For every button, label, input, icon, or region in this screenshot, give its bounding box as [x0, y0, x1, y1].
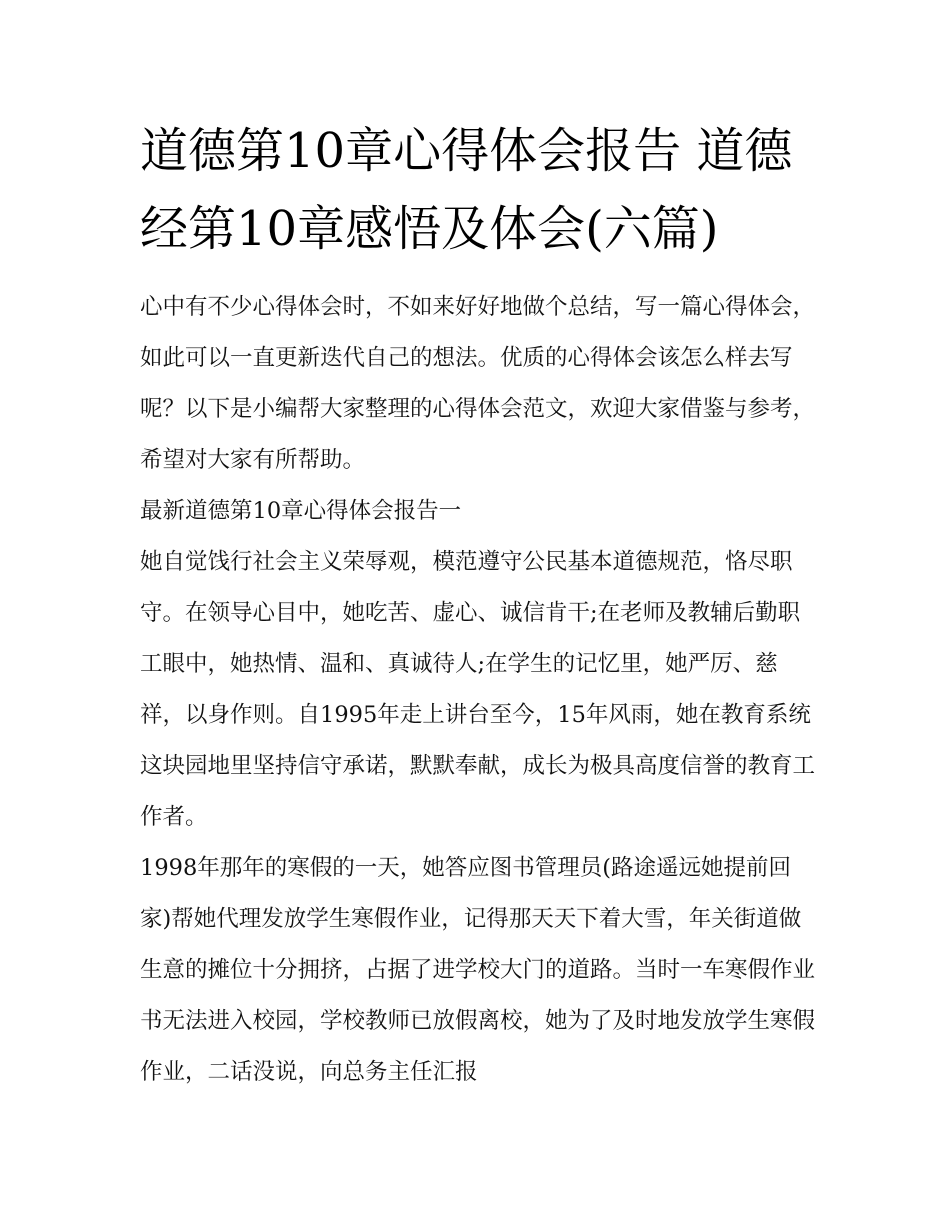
intro-paragraph: 心中有不少心得体会时，不如来好好地做个总结，写一篇心得体会，如此可以一直更新迭代自己的想法。优质的心得体会该怎么样去写呢？以下是小编帮大家整理的心得体会范文，欢迎大家借鉴与参考，希望对大家有所帮助。	[140, 294, 816, 473]
document-body	[140, 282, 820, 1098]
section-heading: 最新道德第10章心得体会报告一	[140, 498, 462, 524]
document-title: 道德第10章心得体会报告 道德经第10章感悟及体会(六篇)	[140, 123, 793, 257]
body-paragraph: 她自觉饯行社会主义荣辱观，模范遵守公民基本道德规范，恪尽职守。在领导心目中，她吃苦、虚心、诚信肯干;在老师及教辅后勤职工眼中，她热情、温和、真诚待人;在学生的记忆里，她严厉、慈祥，以身作则。自1995年走上讲台至今，15年风雨，她在教育系统这块园地里坚持信守承诺，默默奉献，成长为极具高度信誉的教育工作者。	[140, 549, 816, 830]
body-paragraph: 1998年那年的寒假的一天，她答应图书管理员(路途遥远她提前回家)帮她代理发放学生寒假作业，记得那天天下着大雪，年关街道做生意的摊位十分拥挤，占据了进学校大门的道路。当时一车寒假作业书无法进入校园，学校教师已放假离校，她为了及时地发放学生寒假作业，二话没说，向总务主任汇报	[140, 855, 816, 1085]
